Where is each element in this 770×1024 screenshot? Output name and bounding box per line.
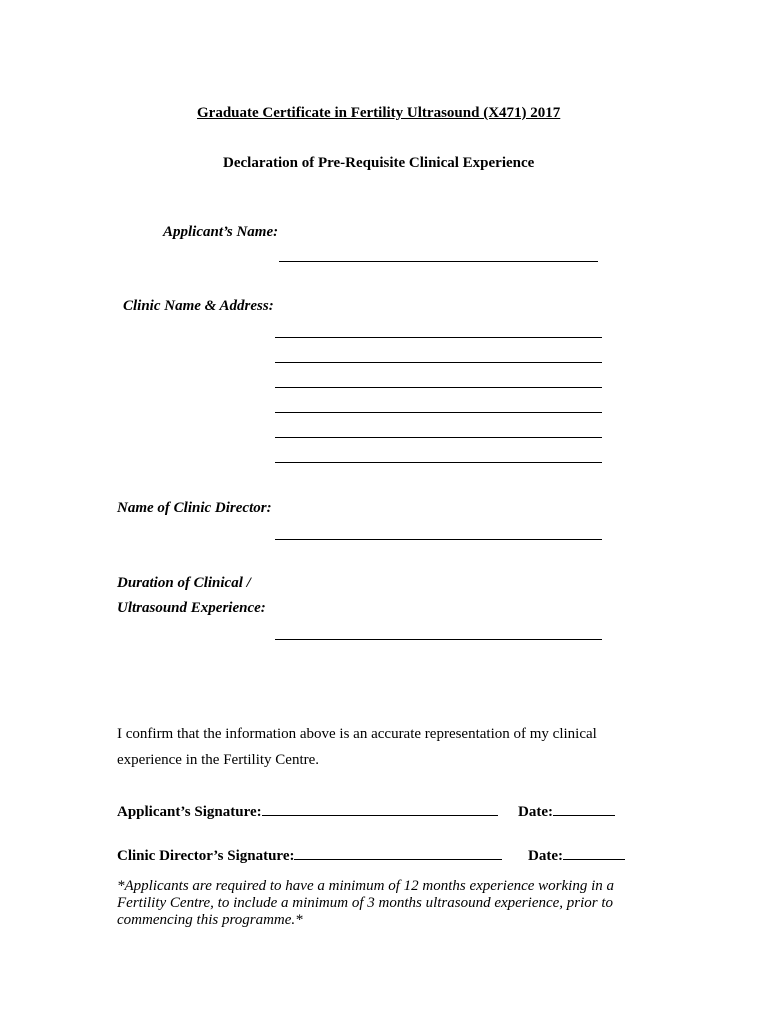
applicant-signature-label: Applicant’s Signature (117, 804, 257, 820)
applicant-date-row (518, 801, 615, 821)
confirmation-text-line2: experience in the Fertility Centre. (117, 752, 320, 768)
clinic-director-field[interactable] (275, 539, 602, 540)
colon: : (558, 848, 563, 864)
applicant-signature-field[interactable] (262, 801, 498, 816)
colon: : (256, 804, 262, 820)
director-signature-label: Clinic Director’s Signature (117, 848, 290, 864)
clinic-address-line-3[interactable] (275, 387, 602, 388)
clinic-address-line-1[interactable] (275, 337, 602, 338)
duration-label-line2: Ultrasound Experience: (117, 600, 266, 616)
director-date-label: Date (528, 848, 558, 864)
form-subtitle: Declaration of Pre-Requisite Clinical Experience (223, 155, 535, 171)
director-date-field[interactable] (563, 845, 625, 860)
applicant-date-label: Date (518, 804, 548, 820)
colon: : (289, 848, 295, 864)
clinic-address-line-4[interactable] (275, 412, 602, 413)
duration-label-line1: Duration of Clinical / (117, 575, 251, 591)
applicant-date-field[interactable] (553, 801, 615, 816)
colon: : (548, 804, 553, 820)
director-signature-field[interactable] (294, 845, 502, 860)
applicant-name-field[interactable] (279, 261, 598, 262)
director-date-row (528, 845, 625, 865)
clinic-director-label: Name of Clinic Director: (117, 500, 272, 516)
requirements-note: *Applicants are required to have a minimum of 12 months experience working in a Fertility Centre, to include a minimum of 3 months ultrasound experience, prior to commencing this programme.* (117, 878, 614, 928)
form-title: Graduate Certificate in Fertility Ultrasound (X471) 2017 (197, 105, 561, 121)
clinic-name-address-label: Clinic Name & Address: (123, 298, 274, 314)
applicant-signature-row (117, 801, 498, 821)
clinic-address-line-6[interactable] (275, 462, 602, 463)
clinic-address-line-5[interactable] (275, 437, 602, 438)
confirmation-text-line1: I confirm that the information above is an accurate representation of my clinical (117, 726, 597, 742)
director-signature-row (117, 845, 502, 865)
clinic-address-line-2[interactable] (275, 362, 602, 363)
applicant-name-label: Applicant’s Name: (163, 224, 279, 240)
duration-field[interactable] (275, 639, 602, 640)
